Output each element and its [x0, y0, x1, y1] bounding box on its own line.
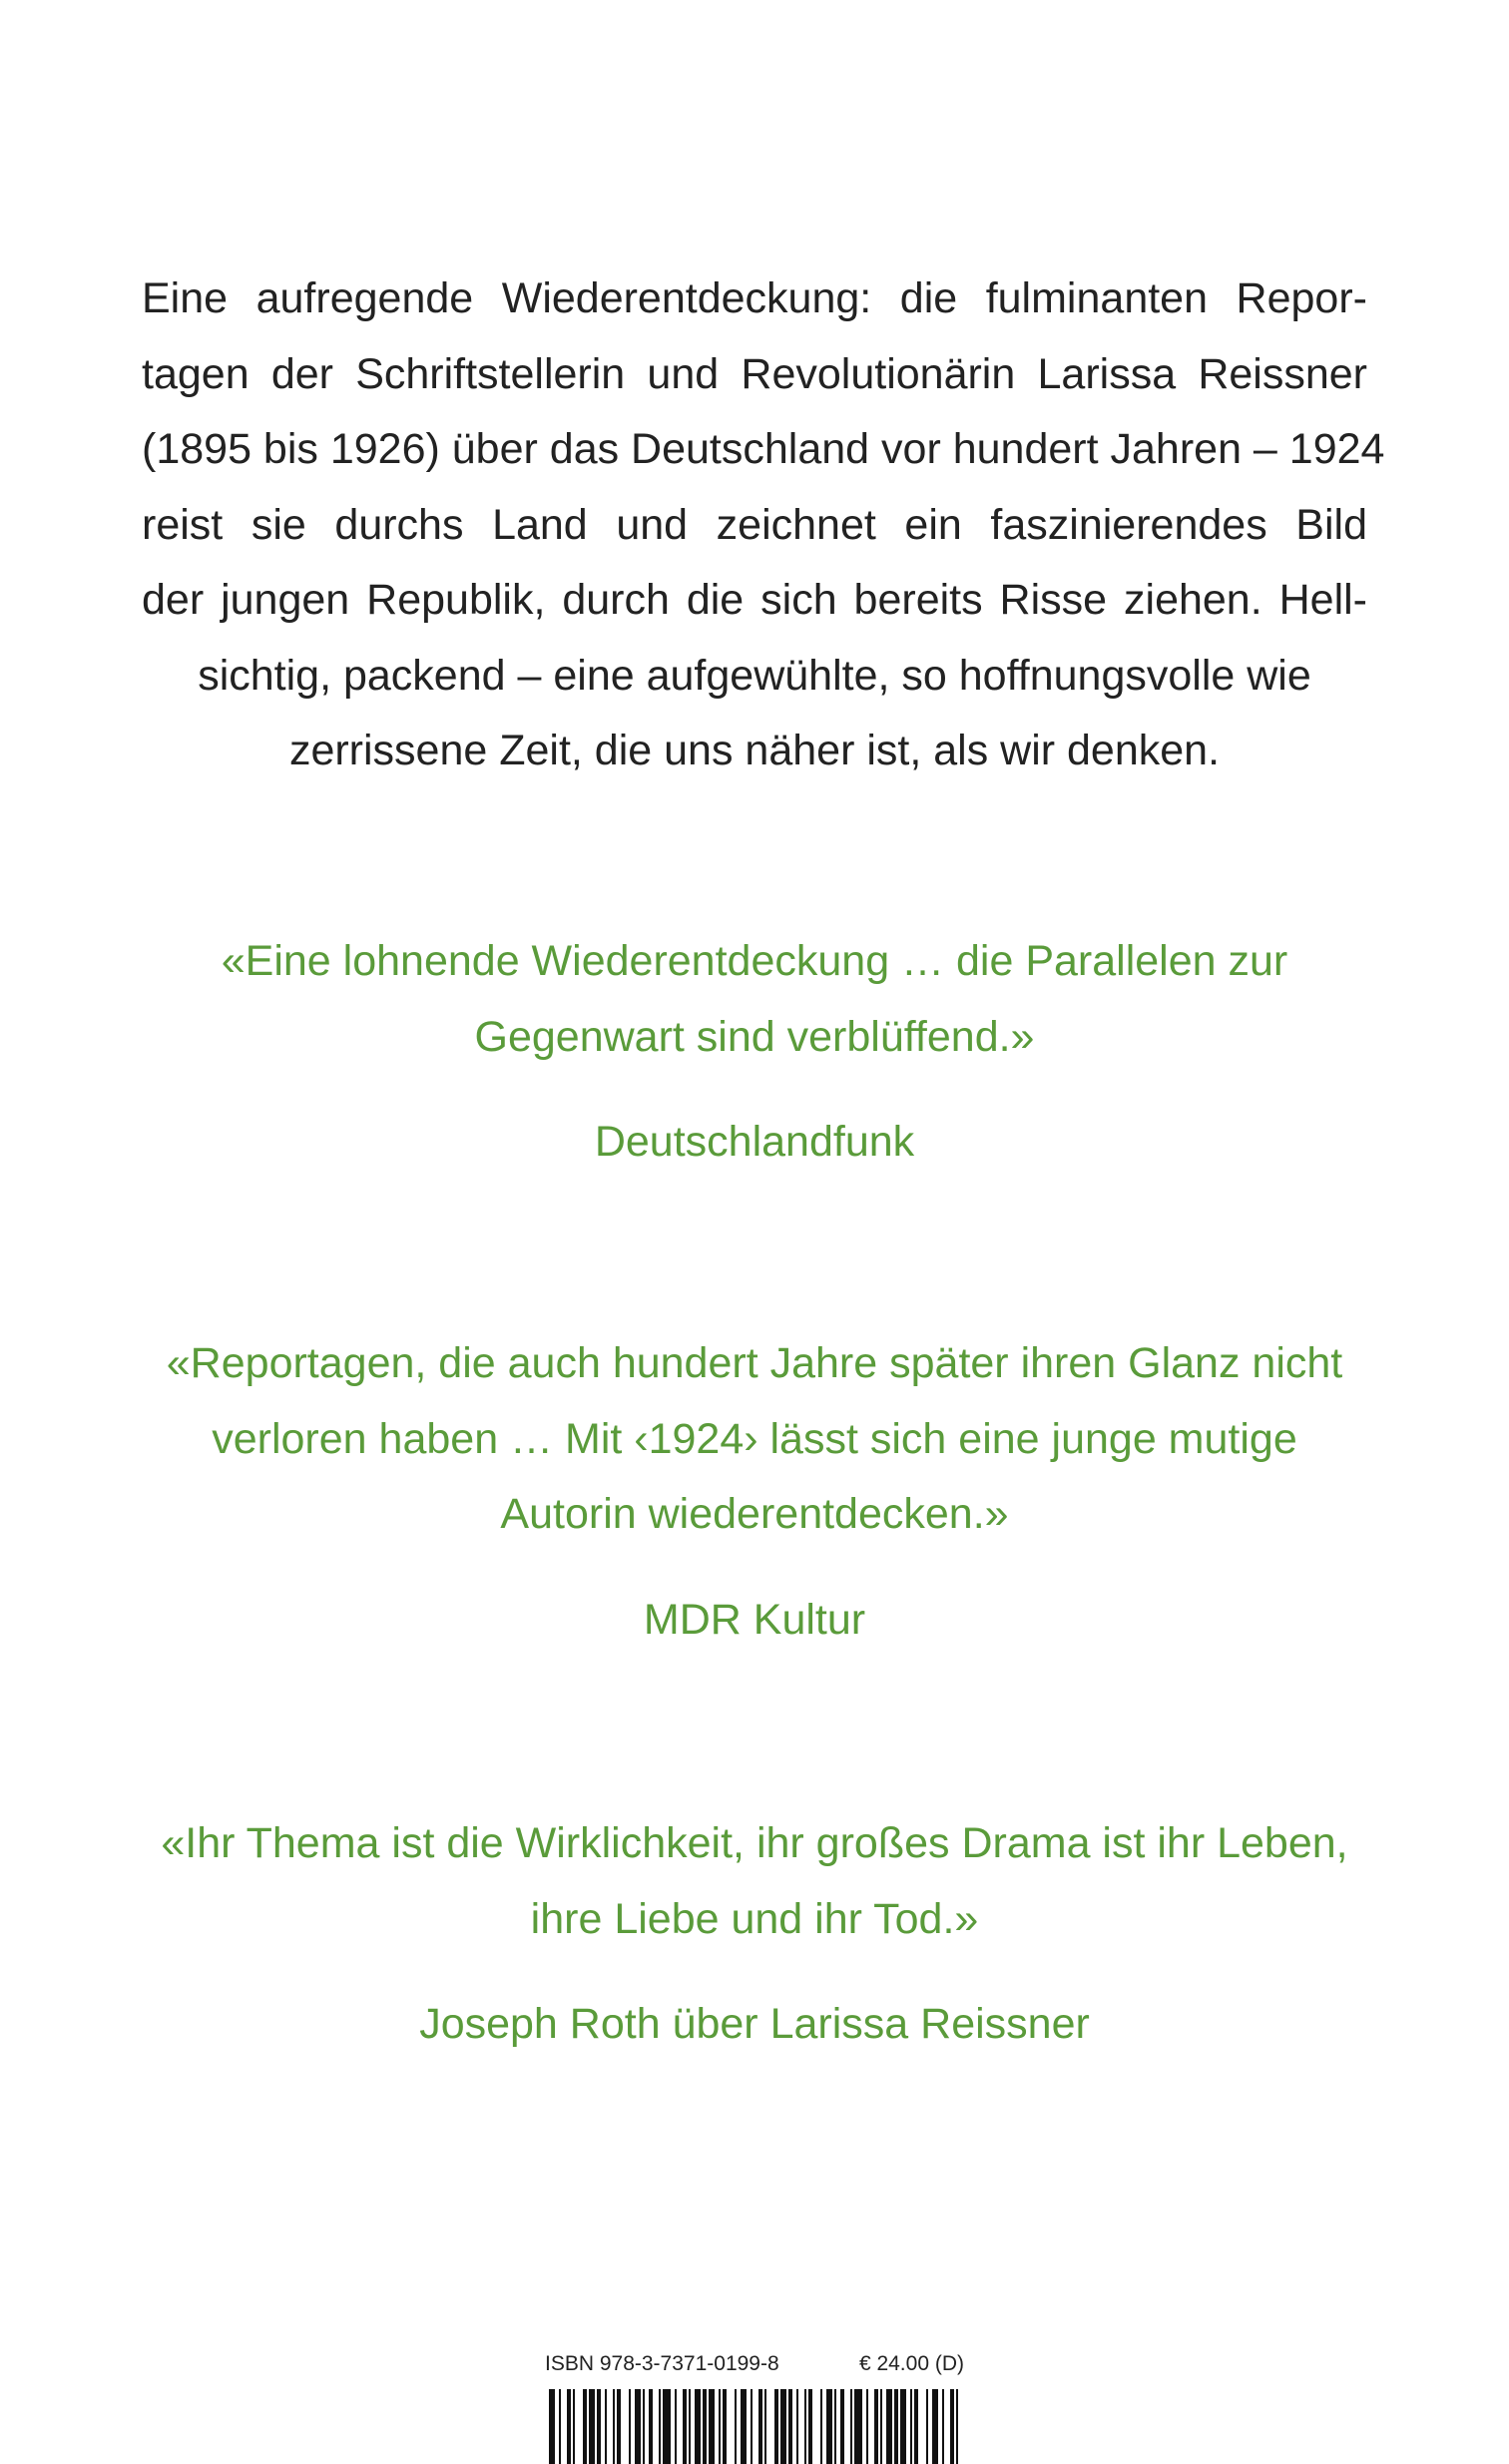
quote-line: «Eine lohnende Wiederentdeckung … die Parallelen zur — [221, 937, 1288, 985]
isbn-area — [545, 2347, 964, 2381]
isbn-number: ISBN 978-3-7371-0199-8 — [545, 2352, 779, 2375]
press-quote-joseph-roth — [100, 1806, 1409, 2063]
blurb-line: der jungen Republik, durch die sich bereits Risse ziehen. Hell- — [142, 576, 1367, 624]
quote-source: Joseph Roth über Larissa Reissner — [419, 2000, 1090, 2048]
blurb-line: sichtig, packend – eine aufgewühlte, so hoffnungsvolle wie — [198, 651, 1311, 700]
quote-line: ihre Liebe und ihr Tod.» — [530, 1894, 979, 1943]
blurb-line: Eine aufregende Wiederentdeckung: die fulminanten Repor- — [142, 274, 1367, 322]
blurb-line: zerrissene Zeit, die uns näher ist, als wir denken. — [288, 727, 1221, 774]
quote-line: Autorin wiederentdecken.» — [500, 1490, 1009, 1538]
press-quote-deutschlandfunk — [100, 924, 1409, 1181]
quote-line: «Reportagen, die auch hundert Jahre später ihren Glanz nicht — [166, 1339, 1343, 1387]
price-label: € 24.00 (D) — [858, 2352, 964, 2375]
isbn-line — [545, 2347, 964, 2381]
quote-line: «Ihr Thema ist die Wirklichkeit, ihr großes Drama ist ihr Leben, — [161, 1819, 1348, 1867]
quote-line: verloren haben … Mit ‹1924› lässt sich eine junge mutige — [212, 1414, 1297, 1463]
blurb-line: tagen der Schriftstellerin und Revolutionärin Larissa Reissner — [142, 349, 1367, 398]
quote-line: Gegenwart sind verblüffend.» — [474, 1012, 1035, 1061]
blurb-line: reist sie durchs Land und zeichnet ein faszinierendes Bild — [142, 500, 1367, 549]
quote-source: MDR Kultur — [643, 1595, 866, 1644]
barcode-icon — [545, 2389, 964, 2464]
blurb-line: (1895 bis 1926) über das Deutschland vor hundert Jahren – 1924 — [142, 425, 1385, 473]
press-quote-mdr-kultur — [100, 1326, 1409, 1658]
quote-source: Deutschlandfunk — [594, 1118, 915, 1166]
blurb-text — [142, 261, 1385, 789]
